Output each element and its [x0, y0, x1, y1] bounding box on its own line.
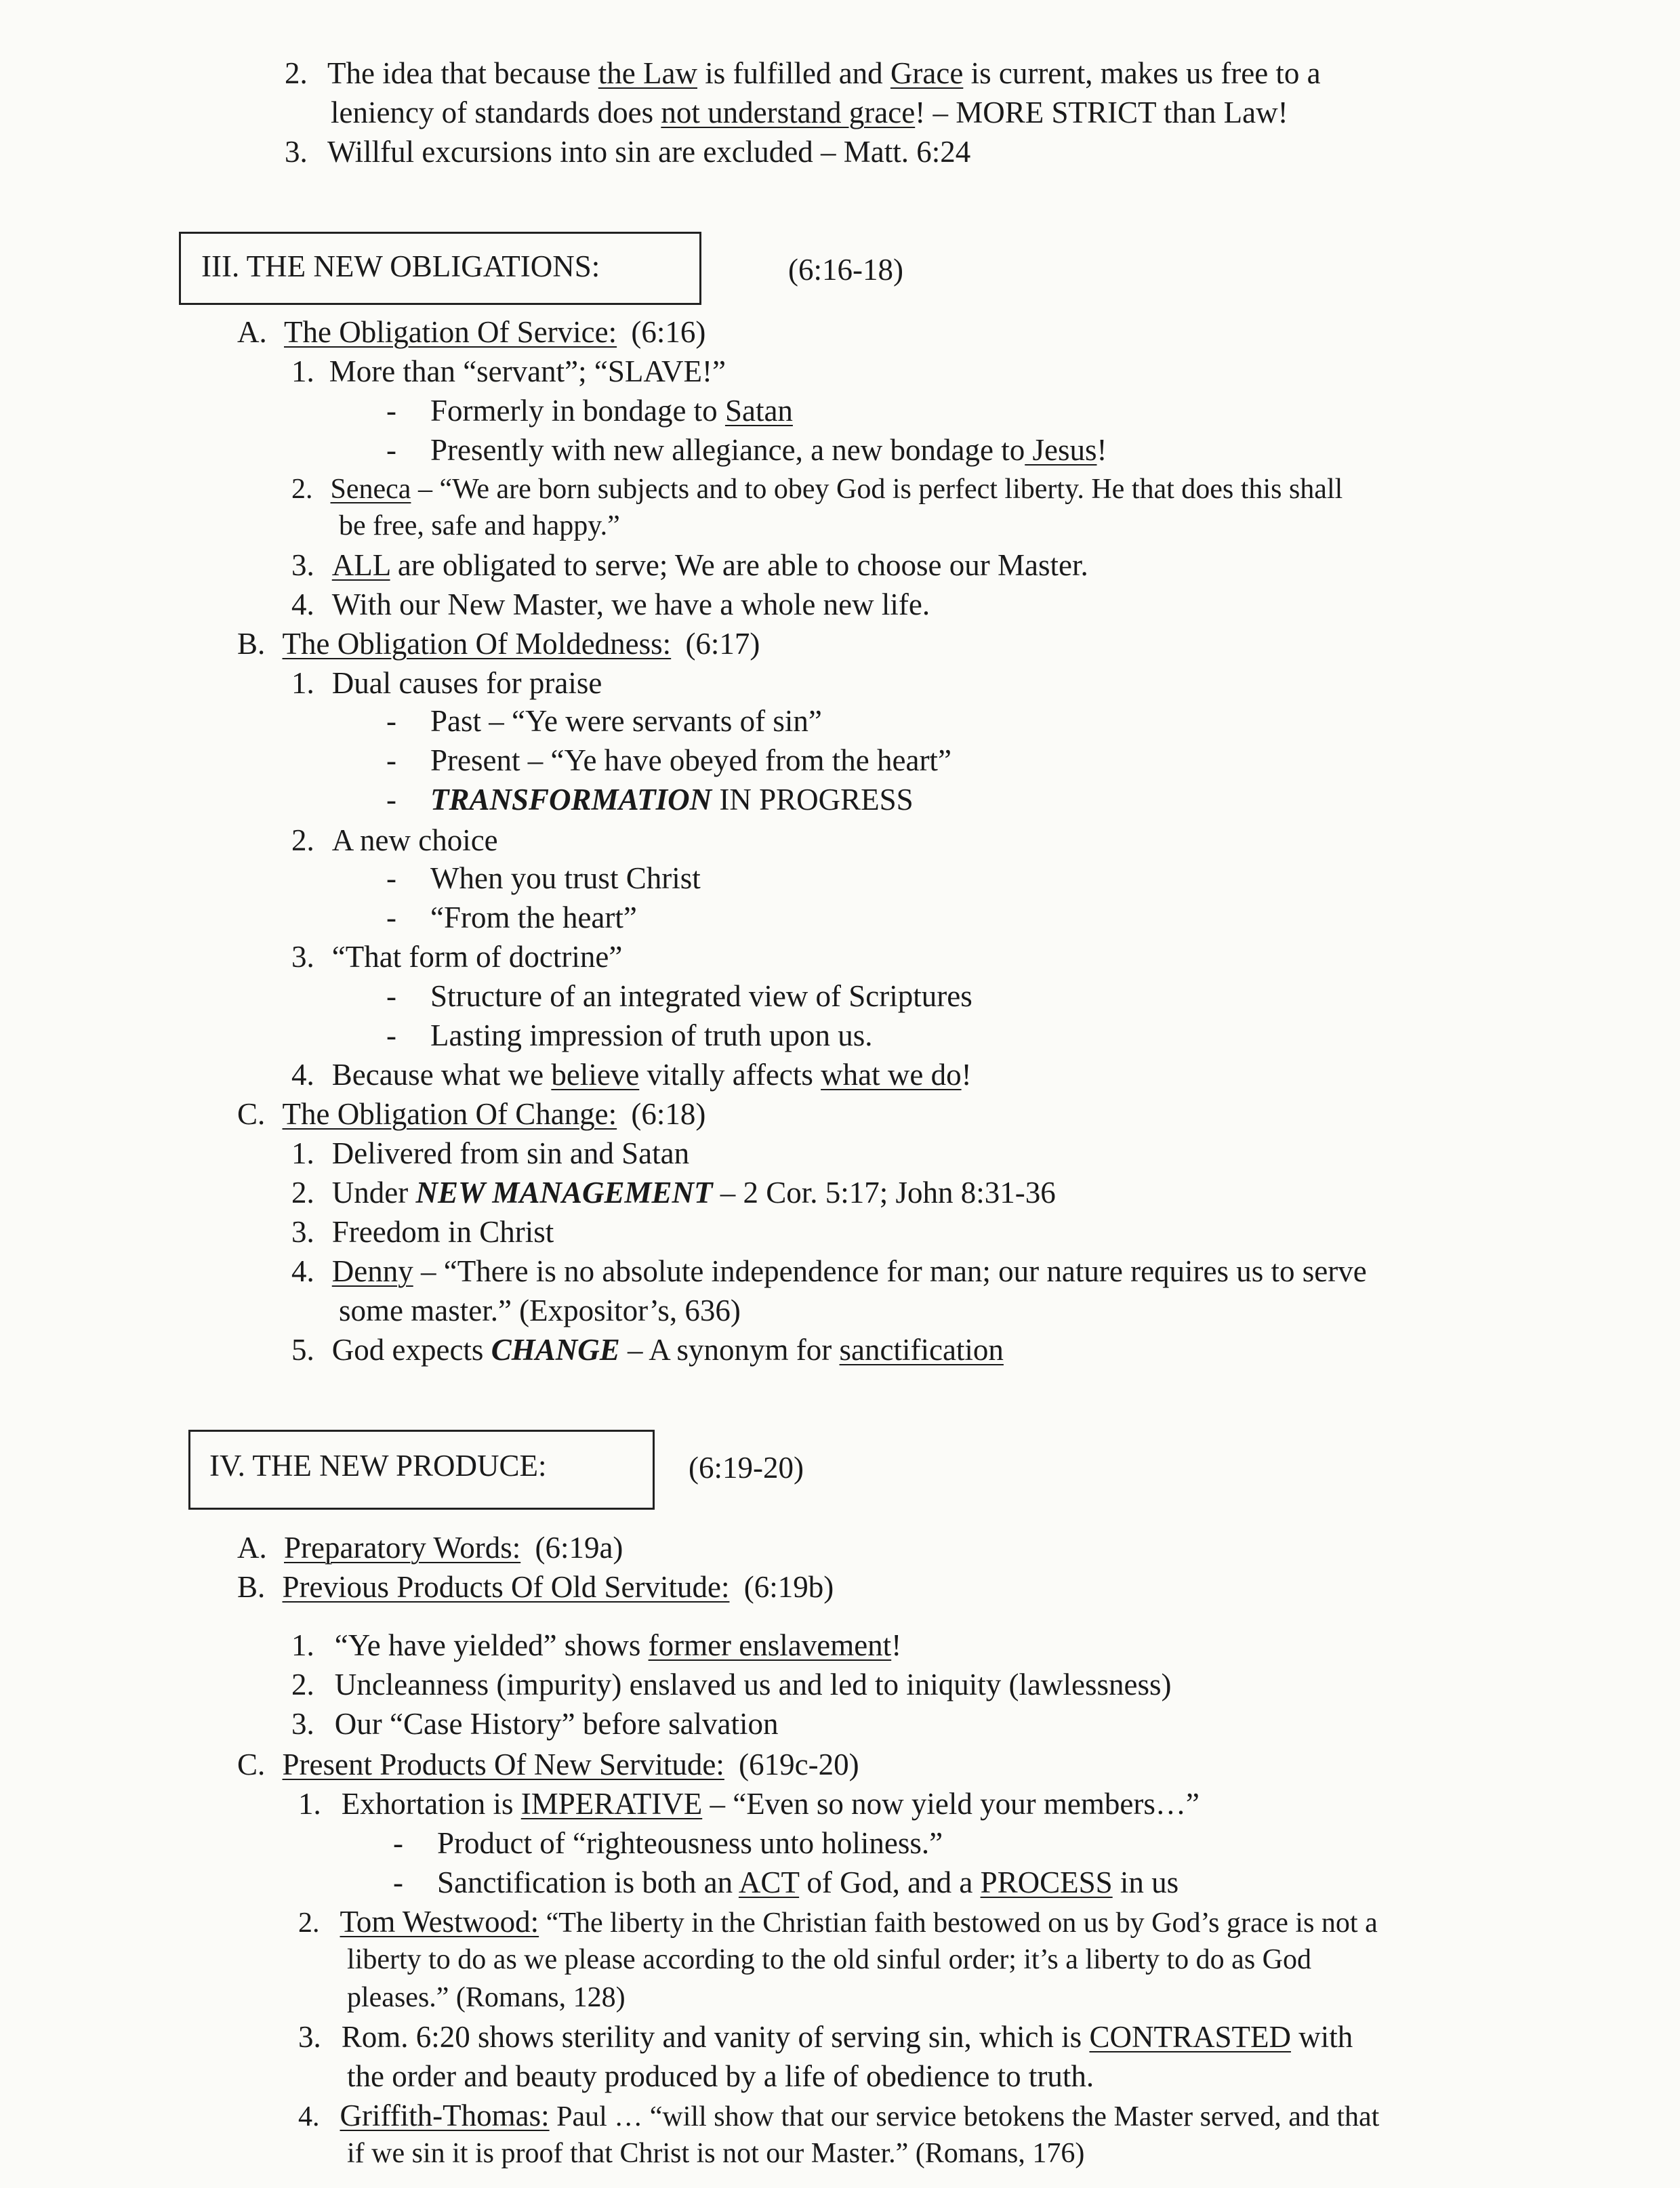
section-4-heading: IV. THE NEW PRODUCE:	[209, 1449, 547, 1483]
bullet-3a1a: - Formerly in bondage to Satan	[386, 394, 793, 428]
item-3c4-cont: some master.” (Expositor’s, 636)	[339, 1294, 741, 1327]
section-3-heading-box	[179, 232, 701, 305]
bullet-3a1b: - Presently with new allegiance, a new bondage to Jesus!	[386, 433, 1107, 467]
subsection-3a: A. The Obligation Of Service: (6:16)	[237, 315, 706, 349]
item-3a4: 4. With our New Master, we have a whole new life.	[291, 587, 930, 621]
item-3b1: 1. Dual causes for praise	[291, 666, 602, 700]
subsection-3b: B. The Obligation Of Moldedness: (6:17)	[237, 627, 760, 661]
item-3c3: 3. Freedom in Christ	[291, 1215, 554, 1249]
bullet-3b1b: - Present – “Ye have obeyed from the heart”	[386, 743, 951, 777]
item-4c2: 2. Tom Westwood: “The liberty in the Christian faith bestowed on us by God’s grace is not a	[298, 1905, 1378, 1939]
subsection-4a: A. Preparatory Words: (6:19a)	[237, 1531, 623, 1565]
bullet-3b1a: - Past – “Ye were servants of sin”	[386, 704, 822, 738]
item-4c2-cont: liberty to do as we please according to the old sinful order; it’s a liberty to do as God	[347, 1944, 1311, 1975]
item-4c3: 3. Rom. 6:20 shows sterility and vanity of serving sin, which is CONTRASTED with	[298, 2020, 1353, 2054]
item-4b1: 1. “Ye have yielded” shows former enslavement!	[291, 1628, 902, 1662]
subsection-3c: C. The Obligation Of Change: (6:18)	[237, 1097, 706, 1131]
bullet-3b2a: - When you trust Christ	[386, 861, 701, 895]
subsection-4b: B. Previous Products Of Old Servitude: (6:19b)	[237, 1570, 834, 1604]
item-4c3-cont: the order and beauty produced by a life of obedience to truth.	[347, 2059, 1094, 2093]
section-3-ref: (6:16-18)	[788, 253, 903, 287]
top-item-3	[285, 133, 970, 171]
bullet-3b1c: - TRANSFORMATION IN PROGRESS	[386, 783, 914, 817]
item-3c5: 5. God expects CHANGE – A synonym for sanctification	[291, 1333, 1004, 1367]
item-text: Willful excursions into sin are excluded – Matt. 6:24	[327, 135, 971, 169]
section-4-ref: (6:19-20)	[689, 1451, 804, 1485]
item-4c1: 1. Exhortation is IMPERATIVE – “Even so now yield your members…”	[298, 1787, 1200, 1821]
item-3a3: 3. ALL are obligated to serve; We are able to choose our Master.	[291, 548, 1088, 582]
item-text: The idea that because the Law is fulfilled and Grace is current, makes us free to a	[327, 56, 1321, 90]
item-3a2: 2. Seneca – “We are born subjects and to obey God is perfect liberty. He that does this shall	[291, 474, 1343, 505]
item-number: 2.	[285, 56, 308, 90]
top-item-2-cont: leniency of standards does not understand grace! – MORE STRICT than Law!	[331, 96, 1288, 129]
bullet-3b3b: - Lasting impression of truth upon us.	[386, 1018, 873, 1052]
bullet-4c1a: - Product of “righteousness unto holiness.”	[393, 1826, 943, 1860]
bullet-3b2b: - “From the heart”	[386, 901, 637, 934]
subsection-4c: C. Present Products Of New Servitude: (619c-20)	[237, 1748, 859, 1781]
bullet-4c1b: - Sanctification is both an ACT of God, and a PROCESS in us	[393, 1865, 1179, 1899]
item-3a1: 1. More than “servant”; “SLAVE!”	[291, 354, 726, 388]
item-4b2: 2. Uncleanness (impurity) enslaved us and led to iniquity (lawlessness)	[291, 1668, 1172, 1701]
item-3b4: 4. Because what we believe vitally affects what we do!	[291, 1058, 972, 1092]
item-4c4-cont: if we sin it is proof that Christ is not our Master.” (Romans, 176)	[347, 2138, 1085, 2169]
section-3-heading: III. THE NEW OBLIGATIONS:	[201, 249, 600, 283]
item-4c2-cont2: pleases.” (Romans, 128)	[347, 1982, 626, 2013]
item-3c1: 1. Delivered from sin and Satan	[291, 1136, 690, 1170]
item-4b3: 3. Our “Case History” before salvation	[291, 1707, 779, 1741]
item-3c2: 2. Under NEW MANAGEMENT – 2 Cor. 5:17; John 8:31-36	[291, 1176, 1056, 1210]
section-4-heading-box	[188, 1430, 655, 1510]
top-item-2	[285, 54, 1321, 92]
item-4c4: 4. Griffith-Thomas: Paul … “will show that our service betokens the Master served, and that	[298, 2099, 1380, 2132]
item-number: 3.	[285, 135, 308, 169]
bullet-3b3a: - Structure of an integrated view of Scriptures	[386, 979, 972, 1013]
item-3c4: 4. Denny – “There is no absolute independence for man; our nature requires us to serve	[291, 1254, 1367, 1288]
item-3b2: 2. A new choice	[291, 823, 498, 857]
item-3a2-cont: be free, safe and happy.”	[339, 510, 620, 541]
item-3b3: 3. “That form of doctrine”	[291, 940, 623, 974]
